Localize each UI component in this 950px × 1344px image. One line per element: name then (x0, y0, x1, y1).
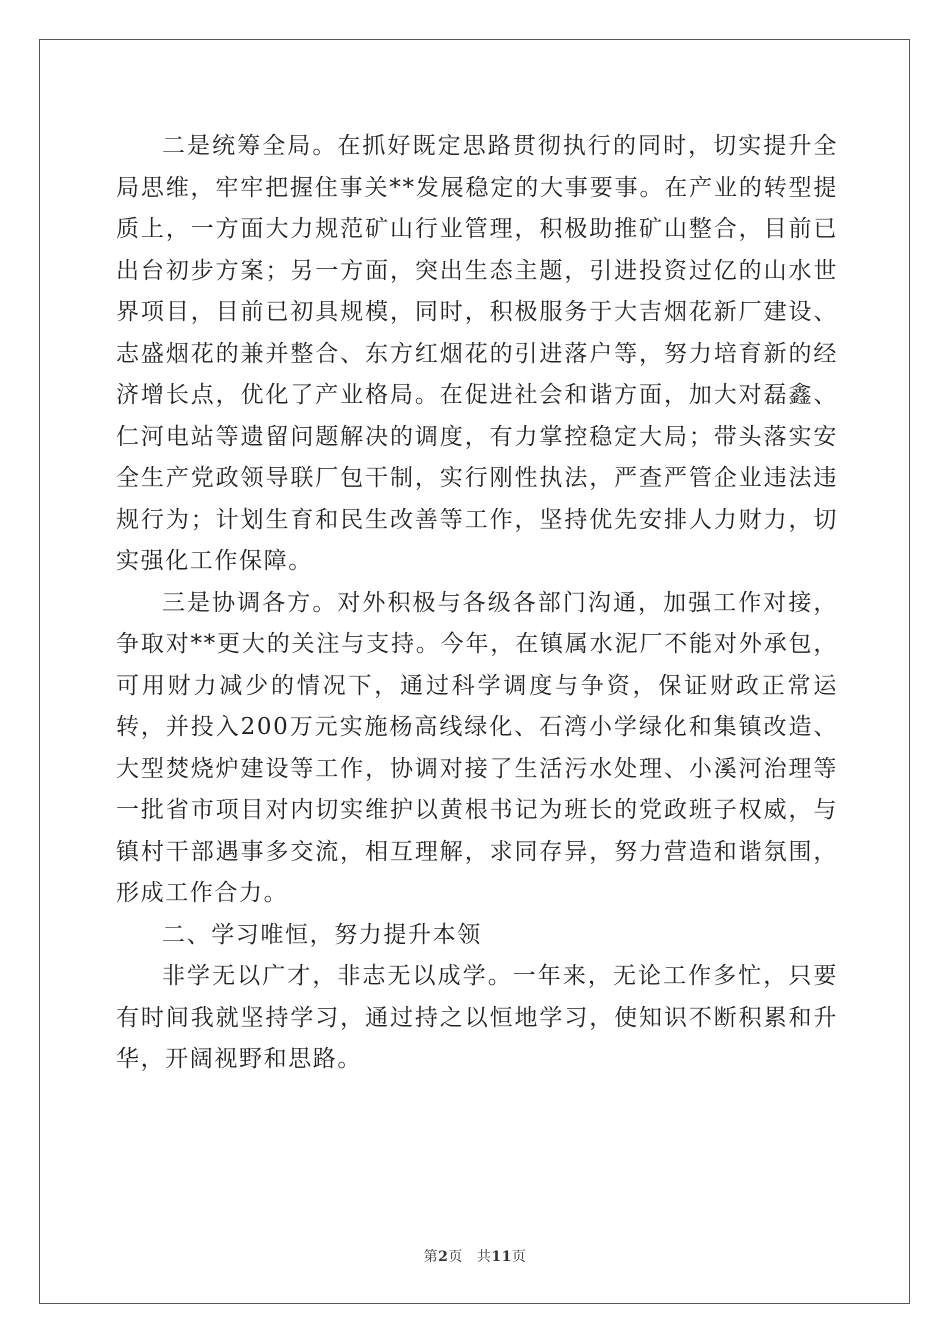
section-heading-study: 二、学习唯恒，努力提升本领 (162, 921, 482, 948)
paragraph-coordinate-parties: 三是协调各方。对外积极与各级各部门沟通，加强工作对接，争取对**更大的关注与支持。今年，在镇属水泥厂不能对外承包，可用财力减少的情况下，通过科学调度与争资，保证财政正常运转，并投入200万元实施杨高线绿化、石湾小学绿化和集镇改造、大型焚烧炉建设等工作，协调对接了生活污水处理、小溪河治理等一批省市项目对内切实维护以黄根书记为班长的党政班子权威，与镇村干部遇事多交流，相互理解，求同存异，努力营造和谐氛围，形成工作合力。 (116, 589, 838, 906)
page-prefix: 第 (423, 1249, 439, 1265)
page-suffix: 页 (448, 1249, 463, 1265)
total-suffix: 页 (511, 1249, 527, 1265)
page-footer (0, 1246, 950, 1266)
total-prefix: 共 (476, 1249, 492, 1265)
document-body (116, 126, 838, 1081)
page-number: 2 (438, 1249, 449, 1265)
paragraph-coordinate-overall: 二是统筹全局。在抓好既定思路贯彻执行的同时，切实提升全局思维，牢牢把握住事关**发展稳定的大事要事。在产业的转型提质上，一方面大力规范矿山行业管理，积极助推矿山整合，目前已出台初步方案；另一方面，突出生态主题，引进投资过亿的山水世界项目，目前已初具规模，同时，积极服务于大吉烟花新厂建设、志盛烟花的兼并整合、东方红烟花的引进落户等，努力培育新的经济增长点，优化了产业格局。在促进社会和谐方面，加大对磊鑫、仁河电站等遗留问题解决的调度，有力掌控稳定大局；带头落实安全生产党政领导联厂包干制，实行刚性执法，严查严管企业违法违规行为；计划生育和民生改善等工作，坚持优先安排人力财力，切实强化工作保障。 (116, 133, 838, 574)
total-pages: 11 (491, 1249, 512, 1265)
paragraph-study: 非学无以广才，非志无以成学。一年来，无论工作多忙，只要有时间我就坚持学习，通过持之以恒地学习，使知识不断积累和升华，开阔视野和思路。 (116, 963, 838, 1072)
